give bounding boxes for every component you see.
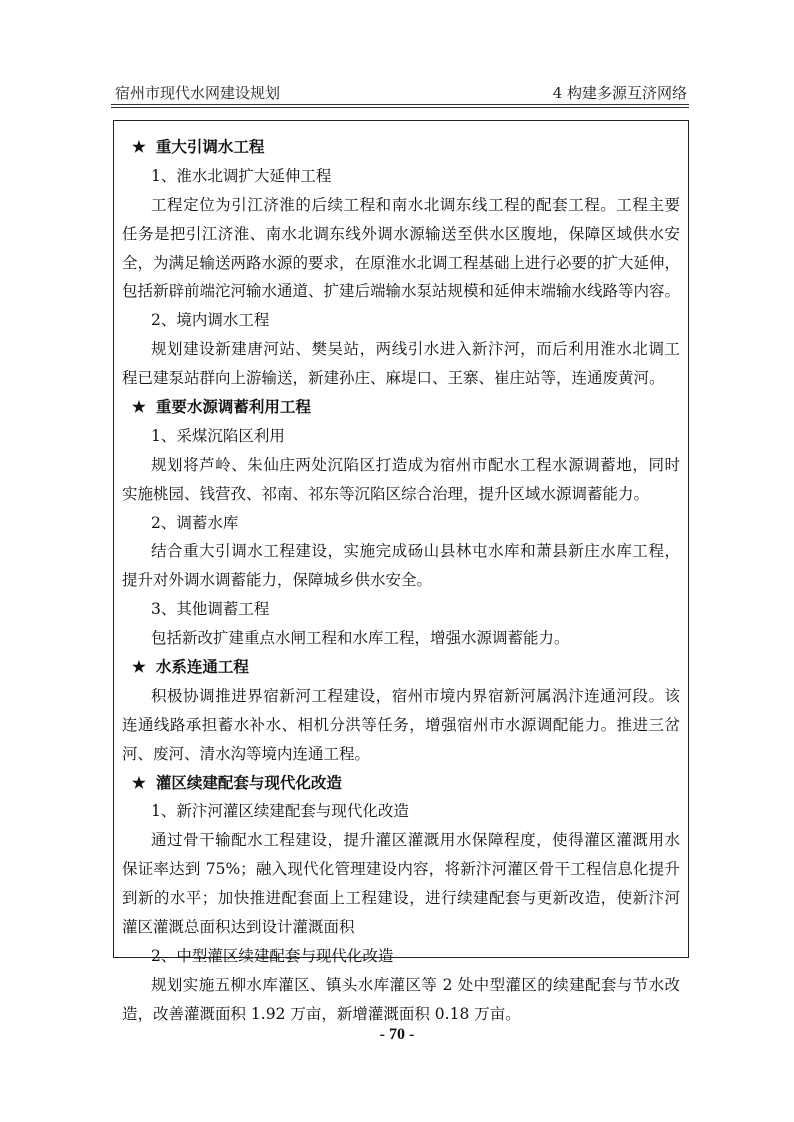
text-line: 到新的水平；加快推进配套面上工程建设，进行续建配套与更新改造，使新汴河 [122, 889, 680, 908]
text-line: 规划将芦岭、朱仙庄两处沉陷区打造成为宿州市配水工程水源调蓄地，同时 [151, 455, 680, 474]
text-line: 连通线路承担蓄水补水、相机分洪等任务，增强宿州市水源调配能力。推进三岔 [122, 715, 680, 734]
text-line: 2、境内调水工程 [151, 311, 270, 330]
star-bullet-icon: ★ [132, 657, 146, 677]
section-heading [122, 653, 680, 682]
text-line: 3、其他调蓄工程 [151, 600, 270, 619]
header-chapter-title: 4 构建多源互济网络 [552, 84, 687, 102]
text-line: 规划实施五柳水库灌区、镇头水库灌区等 2 处中型灌区的续建配套与节水改 [151, 975, 680, 994]
text-line: 程已建泵站群向上游输送，新建孙庄、麻堤口、王寨、崔庄站等，连通废黄河。 [122, 369, 665, 388]
text-line: 2、调蓄水库 [151, 513, 239, 532]
text-line: 规划建设新建唐河站、樊吴站，两线引水进入新汴河，而后利用淮水北调工 [151, 340, 680, 359]
header-rule-thick [111, 104, 689, 105]
text-line: 1、采煤沉陷区利用 [151, 426, 285, 445]
section-heading [122, 133, 680, 162]
section-heading-text: 重大引调水工程 [155, 137, 265, 156]
text-line: 灌区灌溉总面积达到设计灌溉面积 [122, 918, 355, 937]
text-line: 结合重大引调水工程建设，实施完成砀山县林屯水库和萧县新庄水库工程， [151, 542, 680, 561]
text-line: 2、中型灌区续建配套与现代化改造 [151, 946, 394, 965]
text-line: 造，改善灌溉面积 1.92 万亩，新增灌溉面积 0.18 万亩。 [122, 1004, 521, 1023]
running-header [113, 80, 689, 102]
text-line: 工程定位为引江济淮的后续工程和南水北调东线工程的配套工程。工程主要 [151, 195, 680, 214]
text-line: 提升对外调水调蓄能力，保障城乡供水安全。 [122, 571, 433, 590]
section-heading-text: 灌区续建配套与现代化改造 [155, 772, 342, 792]
text-line: 任务是把引江济淮、南水北调东线外调水源输送至供水区腹地，保障区域供水安 [122, 224, 680, 243]
text-line: 全，为满足输送两路水源的要求，在原淮水北调工程基础上进行必要的扩大延伸， [122, 253, 680, 272]
header-document-title: 宿州市现代水网建设规划 [115, 84, 281, 102]
text-line: 实施桃园、钱营孜、祁南、祁东等沉陷区综合治理，提升区域水源调蓄能力。 [122, 484, 650, 503]
star-bullet-icon: ★ [132, 397, 146, 417]
section-heading [122, 769, 680, 798]
text-line: 通过骨干输配水工程建设，提升灌区灌溉用水保障程度，使得灌区灌溉用水 [151, 831, 680, 850]
star-bullet-icon: ★ [132, 137, 146, 156]
text-line: 1、新汴河灌区续建配套与现代化改造 [151, 802, 409, 821]
text-line: 1、淮水北调扩大延伸工程 [151, 166, 332, 185]
text-line: 包括新改扩建重点水闸工程和水库工程，增强水源调蓄能力。 [151, 629, 570, 648]
content-box [113, 120, 689, 1023]
text-line: 积极协调推进界宿新河工程建设，宿州市境内界宿新河属涡汴连通河段。该 [151, 686, 680, 705]
section-heading-text: 水系连通工程 [155, 657, 249, 677]
section-heading [122, 393, 680, 422]
text-line: 河、废河、清水沟等境内连通工程。 [122, 744, 371, 763]
text-line: 保证率达到 75%；融入现代化管理建设内容，将新汴河灌区骨干工程信息化提升 [122, 860, 680, 879]
section-heading-text: 重要水源调蓄利用工程 [155, 397, 311, 417]
header-rule-thin [111, 107, 689, 108]
content-body [122, 133, 680, 1029]
page-number: - 70 - [379, 1026, 415, 1043]
star-bullet-icon: ★ [132, 772, 146, 792]
text-line: 包括新辟前端沱河输水通道、扩建后端输水泵站规模和延伸末端输水线路等内容。 [122, 282, 680, 301]
